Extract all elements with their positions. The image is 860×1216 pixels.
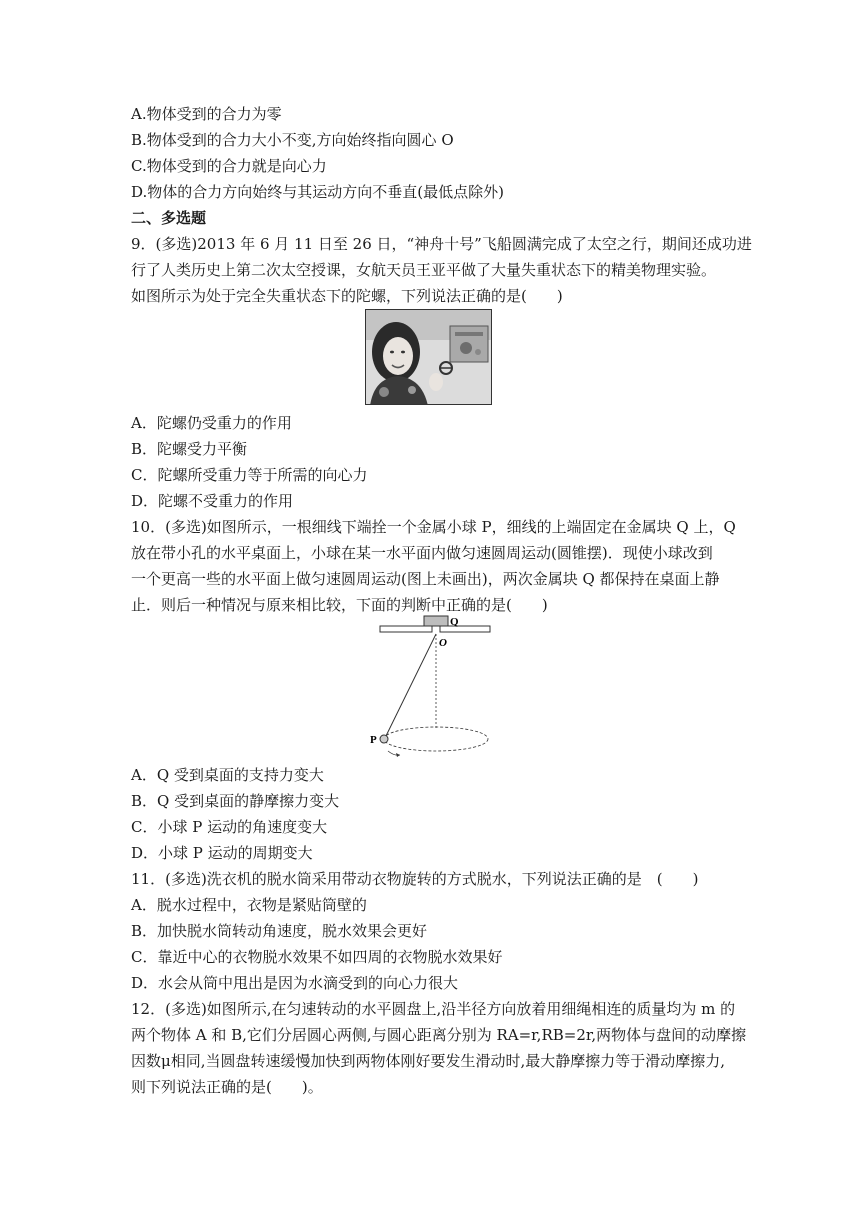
q8-option-a: A.物体受到的合力为零: [131, 105, 282, 123]
q12-stem-line: 12．(多选)如图所示,在匀速转动的水平圆盘上,沿半径方向放着用细绳相连的质量均为 m 的: [131, 1000, 736, 1018]
q10-option-c: C．小球 P 运动的角速度变大: [131, 818, 328, 836]
circular-path: [384, 727, 488, 751]
q9-photo-astronaut-gyroscope: [365, 309, 492, 405]
ball-p: [380, 735, 388, 743]
q9-stem-line: 9．(多选)2013 年 6 月 11 日至 26 日，“神舟十号”飞船圆满完成了太空之行，期间还成功进: [131, 235, 752, 253]
q12-stem-line: 则下列说法正确的是( )。: [131, 1078, 323, 1096]
q9-stem-line: 如图所示为处于完全失重状态下的陀螺，下列说法正确的是( ): [131, 287, 563, 305]
q11-option-d: D．水会从筒中甩出是因为水滴受到的向心力很大: [131, 974, 459, 992]
q10-stem-line: 10．(多选)如图所示，一根细线下端拴一个金属小球 P，细线的上端固定在金属块 Q 上，Q: [131, 518, 736, 536]
q9-option-a: A．陀螺仍受重力的作用: [131, 414, 292, 432]
q11-option-c: C．靠近中心的衣物脱水效果不如四周的衣物脱水效果好: [131, 948, 503, 966]
q9-stem-line: 行了人类历史上第二次太空授课，女航天员王亚平做了大量失重状态下的精美物理实验。: [131, 261, 717, 279]
q11-stem-line: 11．(多选)洗衣机的脱水筒采用带动衣物旋转的方式脱水，下列说法正确的是 ( ): [131, 870, 699, 888]
q8-option-b: B.物体受到的合力大小不变,方向始终指向圆心 O: [131, 131, 454, 149]
table-left-part: [380, 626, 432, 632]
q8-option-c: C.物体受到的合力就是向心力: [131, 157, 327, 175]
q10-conical-pendulum-diagram: [360, 612, 510, 762]
q10-option-b: B．Q 受到桌面的静摩擦力变大: [131, 792, 340, 810]
pendulum-string: [385, 634, 436, 738]
q10-stem-line: 止．则后一种情况与原来相比较，下面的判断中正确的是( ): [131, 596, 548, 614]
q9-option-d: D．陀螺不受重力的作用: [131, 492, 294, 510]
q10-option-d: D．小球 P 运动的周期变大: [131, 844, 313, 862]
motion-arrow-head: [396, 753, 400, 757]
label-q: Q: [450, 616, 459, 628]
q8-option-d: D.物体的合力方向始终与其运动方向不垂直(最低点除外): [131, 183, 504, 201]
metal-block-q: [424, 616, 448, 626]
label-o: O: [439, 637, 447, 649]
q9-option-c: C．陀螺所受重力等于所需的向心力: [131, 466, 368, 484]
q12-stem-line: 两个物体 A 和 B,它们分居圆心两侧,与圆心距离分别为 RA=r,RB=2r,两物体与盘间的动摩擦: [131, 1026, 747, 1044]
q11-option-b: B．加快脱水筒转动角速度，脱水效果会更好: [131, 922, 428, 940]
q10-option-a: A．Q 受到桌面的支持力变大: [131, 766, 324, 784]
q10-stem-line: 放在带小孔的水平桌面上，小球在某一水平面内做匀速圆周运动(圆锥摆)．现使小球改到: [131, 544, 713, 562]
section-heading: 二、多选题: [131, 209, 207, 227]
q12-stem-line: 因数μ相同,当圆盘转速缓慢加快到两物体刚好要发生滑动时,最大静摩擦力等于滑动摩擦力,: [131, 1052, 726, 1070]
q9-option-b: B．陀螺受力平衡: [131, 440, 248, 458]
astronaut-photo-illustration: [366, 310, 492, 405]
label-p: P: [370, 734, 377, 746]
q10-stem-line: 一个更高一些的水平面上做匀速圆周运动(图上未画出)，两次金属块 Q 都保持在桌面上静: [131, 570, 720, 588]
table-right-part: [440, 626, 490, 632]
q11-option-a: A．脱水过程中，衣物是紧贴筒壁的: [131, 896, 367, 914]
